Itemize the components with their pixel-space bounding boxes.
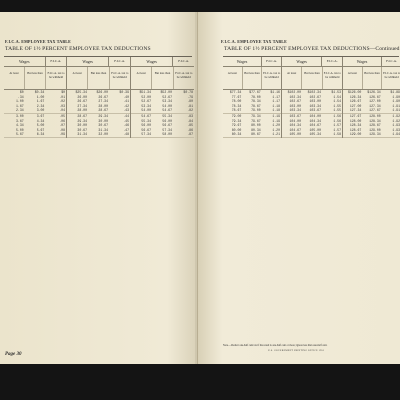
table-row [67,132,130,138]
wage-cell: 78.34 [251,99,261,104]
wage-cell: 126.67 [349,99,362,104]
right-table-group-3 [343,57,400,138]
wage-cell: 127.67 [349,113,362,118]
tax-cell: $1.16 [270,90,280,94]
but-less-than-header: But less than [88,67,109,89]
wage-cell: 1.67 [16,103,24,108]
wage-cell: 56.00 [141,123,151,128]
tax-cell: .87 [187,132,193,137]
wage-cell: 79.67 [231,123,242,128]
wage-cell: 129.00 [349,132,362,137]
wage-cell: 126.67 [369,94,381,99]
wage-cell: 127.00 [349,103,362,108]
tax-cell: 1.55 [333,103,341,108]
wages-header: Wages [67,57,109,66]
but-less-than-header: But less than [152,67,173,89]
wage-cell: 58.00 [162,132,172,137]
wage-cell: 128.34 [349,123,362,128]
tax-cell: .01 [59,94,66,99]
left-rows-3 [131,90,194,138]
right-table [223,57,400,138]
wage-cell: 78.34 [231,103,242,108]
tax-cell: .82 [187,108,193,113]
wage-cell: 79.34 [251,113,261,118]
but-less-than-header: But less than [25,67,46,89]
tax-cell: 1.19 [272,113,280,118]
wage-cell: 55.34 [141,118,151,123]
wage-cell: 105.00 [289,132,301,137]
wage-cell: 55.34 [162,113,172,118]
wage-cell: 80.00 [231,127,242,132]
tax-cell: 1.57 [333,123,341,128]
tax-cell: .86 [187,127,193,132]
tax-cell: .84 [187,118,193,123]
left-page-gutter [195,12,197,364]
tax-cell: 1.92 [392,113,400,118]
wage-cell: $77.67 [249,90,261,94]
wage-cell: 126.34 [349,94,362,99]
wage-cell: $0.34 [34,90,45,94]
wage-cell: 103.34 [289,108,301,113]
tax-cell: .04 [59,108,66,113]
wage-cell: 103.67 [289,113,301,118]
tax-cell: 1.90 [392,99,400,104]
right-table-title: TABLE OF 1½ PERCENT EMPLOYEE TAX DEDUCTIONS—Continued [224,46,400,52]
wage-cell: 103.34 [309,103,321,108]
wage-cell: 104.00 [309,113,321,118]
wage-cell: 28.00 [98,103,108,108]
wage-cell: 30.67 [98,123,108,128]
wage-cell: 54.67 [162,108,172,113]
wage-cell: 103.67 [309,108,321,113]
fica-tax-header: F.I.C.A. tax to be withheld [383,71,400,79]
tax-cell: 1.54 [333,99,341,104]
fica-header: F.I.C.A. [114,59,126,63]
fica-header: F.I.C.A. [178,59,190,63]
right-rows-3 [343,90,400,138]
wages-header: Wages [282,57,322,66]
tax-cell: 1.91 [392,103,400,108]
tax-cell: 1.56 [333,118,341,123]
wage-cell: 57.34 [162,127,172,132]
wage-cell: 127.67 [369,108,381,113]
but-less-than-header: But less than [243,67,263,89]
right-table-group-1 [223,57,282,138]
wage-cell: 105.00 [309,127,321,132]
fica-tax-header: F.I.C.A. tax to be withheld [47,71,65,79]
wage-cell: 77.67 [231,94,242,99]
wage-cell: 80.34 [231,132,242,137]
right-headline: F.I.C.A. EMPLOYEE TAX TABLE [221,39,287,44]
wage-cell: 102.34 [289,94,301,99]
right-table-group-2 [282,57,343,138]
right-page [198,12,400,364]
tax-cell: 1.17 [272,99,280,104]
wage-cell: 54.67 [141,113,151,118]
tax-cell: .08 [59,127,66,132]
at-least-header: At least [131,67,152,89]
tax-cell: $1.89 [390,90,400,94]
wages-header: Wages [343,57,382,66]
wage-cell: 5.00 [36,123,45,128]
tax-cell: 1.94 [392,132,400,137]
tax-cell: .81 [187,103,193,108]
printer-line: U.S. GOVERNMENT PRINTING OFFICE 1951 [268,350,325,352]
wage-cell: 56.67 [141,127,151,132]
wage-cell: 103.00 [289,103,301,108]
tax-cell: 1.93 [392,127,400,132]
wage-cell: 128.67 [349,127,362,132]
wage-cell: 31.34 [98,127,108,132]
wage-cell: 103.00 [309,99,321,104]
at-least-header: At least [223,67,243,89]
tax-cell: 1.91 [392,108,400,113]
tax-cell: .02 [59,99,66,104]
wage-cell: 78.67 [231,108,242,113]
wages-header: Wages [223,57,262,66]
tax-cell: .06 [59,118,66,123]
tax-cell: .44 [123,113,129,118]
tax-cell: 1.17 [272,94,280,99]
tax-cell: 1.56 [333,113,341,118]
wage-cell: $52.00 [160,90,172,94]
wage-cell: 28.67 [77,113,87,118]
wage-cell: 56.00 [162,118,172,123]
right-rows-2 [282,90,342,138]
table-row [343,132,400,138]
tax-cell: $1.53 [331,90,341,94]
tax-cell: $0 [61,90,66,94]
tax-cell: .40 [123,94,129,99]
left-headline: F.I.C.A. EMPLOYEE TAX TABLE [5,39,71,44]
tax-cell: .83 [187,113,193,118]
wage-cell: 3.00 [36,108,45,113]
wage-cell: 1.00 [16,99,24,104]
wage-cell: 4.34 [36,118,45,123]
wage-cell: 30.00 [98,118,108,123]
wage-cell: 78.00 [251,94,261,99]
rounding-note: Note.—Deduct one-half cent tax if the result is one-half cent or more; ignore less than one-half cent. [223,344,328,347]
wage-cell: 79.00 [231,113,242,118]
tax-cell: .79 [187,94,193,99]
wage-cell: 104.34 [309,118,321,123]
fica-tax-header: F.I.C.A. tax to be withheld [263,71,281,79]
tax-cell: 1.58 [333,132,341,137]
left-page-number: Page 30 [5,352,22,357]
tax-cell: 1.18 [272,108,280,113]
tax-cell: .07 [59,123,66,128]
left-table-title: TABLE OF 1½ PERCENT EMPLOYEE TAX DEDUCTIONS [5,46,151,52]
left-page [0,12,198,364]
fica-header: F.I.C.A. [266,59,277,63]
but-less-than-header: But less than [363,67,383,89]
wage-cell: 79.34 [231,118,242,123]
wage-cell: 56.67 [162,123,172,128]
wage-cell: 4.34 [16,123,24,128]
wage-cell: 104.67 [289,127,301,132]
tax-cell: 1.54 [333,94,341,99]
wages-header: Wages [4,57,46,66]
tax-cell: 1.20 [272,127,280,132]
wage-cell: 31.34 [77,132,87,137]
wage-cell: 3.67 [16,118,24,123]
wage-cell: 102.67 [289,99,301,104]
wage-cell: 128.00 [369,113,381,118]
wage-cell: $126.34 [367,90,381,94]
left-table-group-1 [4,57,67,138]
wage-cell: 52.00 [141,94,151,99]
wage-cell: 1.00 [36,94,45,99]
wage-cell: 30.00 [77,123,87,128]
left-rows-1 [4,90,66,138]
wage-cell: 80.34 [251,127,261,132]
left-table-group-2 [67,57,131,138]
tax-cell: .80 [187,99,193,104]
wage-cell: 28.00 [77,108,87,113]
wage-cell: 53.34 [141,103,151,108]
fica-header: F.I.C.A. [386,59,397,63]
wage-cell: $25.34 [75,90,87,94]
wage-cell: $26.00 [96,90,108,94]
wage-cell: 57.34 [141,132,151,137]
at-least-header: At least [343,67,363,89]
tax-cell: 1.92 [392,118,400,123]
fica-tax-header: F.I.C.A. tax to be withheld [175,71,193,79]
tax-cell: .42 [123,103,129,108]
wage-cell: 104.67 [309,123,321,128]
wage-cell: 78.00 [231,99,242,104]
wage-cell: 27.34 [98,99,108,104]
wage-cell: $51.34 [139,90,151,94]
wage-cell: 26.67 [77,99,87,104]
fica-header: F.I.C.A. [326,59,338,63]
fica-header: F.I.C.A. [50,59,62,63]
tax-cell: 1.57 [333,127,341,132]
tax-cell: $0.78 [183,90,193,94]
left-rows-2 [67,90,130,138]
wage-cell: 127.34 [369,103,381,108]
tax-cell: 1.93 [392,123,400,128]
wage-cell: 6.34 [36,132,45,137]
left-table [4,57,194,138]
tax-cell: .48 [123,132,129,137]
tax-cell: .45 [123,118,129,123]
tax-cell: .03 [59,103,66,108]
tax-cell: 1.19 [272,118,280,123]
wage-cell: $126.00 [347,90,362,94]
tax-cell: 1.55 [333,108,341,113]
tax-cell: .47 [123,127,129,132]
wage-cell: 53.34 [162,99,172,104]
wage-cell: 128.00 [349,118,362,123]
wage-cell: $77.34 [229,90,242,94]
tax-cell: .41 [123,99,129,104]
fica-tax-header: F.I.C.A. tax to be withheld [323,71,341,79]
right-rows-1 [223,90,281,138]
wage-cell: 30.67 [77,127,87,132]
wage-cell: 128.67 [369,123,381,128]
wage-cell: 2.34 [16,108,24,113]
table-row [282,132,342,138]
wage-cell: 54.00 [141,108,151,113]
at-least-header: At least [4,67,25,89]
wage-cell: .34 [17,94,24,99]
tax-cell: .85 [187,123,193,128]
wage-cell: $102.34 [307,90,321,94]
wage-cell: 129.34 [369,132,381,137]
wages-header: Wages [131,57,173,66]
tax-cell: 1.21 [272,132,280,137]
wage-cell: 26.67 [98,94,108,99]
wage-cell: 127.00 [369,99,381,104]
wage-cell: 104.34 [289,123,301,128]
wage-cell: 5.67 [36,127,45,132]
table-row [4,132,66,138]
wage-cell: 52.67 [141,99,151,104]
wage-cell: 52.67 [162,94,172,99]
tax-cell: .05 [59,113,66,118]
wage-cell: $0 [19,90,24,94]
tax-cell: $0.39 [119,90,129,94]
wage-cell: 27.34 [77,103,87,108]
wage-cell: 127.34 [349,108,362,113]
wage-cell: 129.00 [369,127,381,132]
wage-cell: $102.00 [287,90,301,94]
wage-cell: 80.67 [251,132,261,137]
wage-cell: 29.34 [98,113,108,118]
wage-cell: 28.67 [98,108,108,113]
wage-cell: 79.67 [251,118,261,123]
wage-cell: 3.67 [36,113,45,118]
wage-cell: 78.67 [251,103,261,108]
but-less-than-header: But less than [302,67,322,89]
wage-cell: 5.00 [16,127,24,132]
table-row [131,132,194,138]
wage-cell: 3.00 [16,113,24,118]
wage-cell: 54.00 [162,103,172,108]
wage-cell: 32.00 [98,132,108,137]
wage-cell: 1.67 [36,99,45,104]
wage-cell: 79.00 [251,108,261,113]
left-table-group-3 [131,57,194,138]
tax-cell: .43 [123,108,129,113]
fica-tax-header: F.I.C.A. tax to be withheld [111,71,129,79]
table-row [223,132,281,138]
tax-cell: 1.90 [392,94,400,99]
wage-cell: 104.00 [289,118,301,123]
tax-cell: 1.18 [272,103,280,108]
at-least-header: At least [282,67,302,89]
wage-cell: 102.67 [309,94,321,99]
wage-cell: 2.34 [36,103,45,108]
wage-cell: 128.34 [369,118,381,123]
tax-cell: 1.20 [272,123,280,128]
at-least-header: At least [67,67,88,89]
wage-cell: 80.00 [251,123,261,128]
tax-cell: .09 [59,132,66,137]
tax-cell: .46 [123,123,129,128]
wage-cell: 29.34 [77,118,87,123]
wage-cell: 26.00 [77,94,87,99]
wage-cell: 5.67 [16,132,24,137]
wage-cell: 105.34 [309,132,321,137]
